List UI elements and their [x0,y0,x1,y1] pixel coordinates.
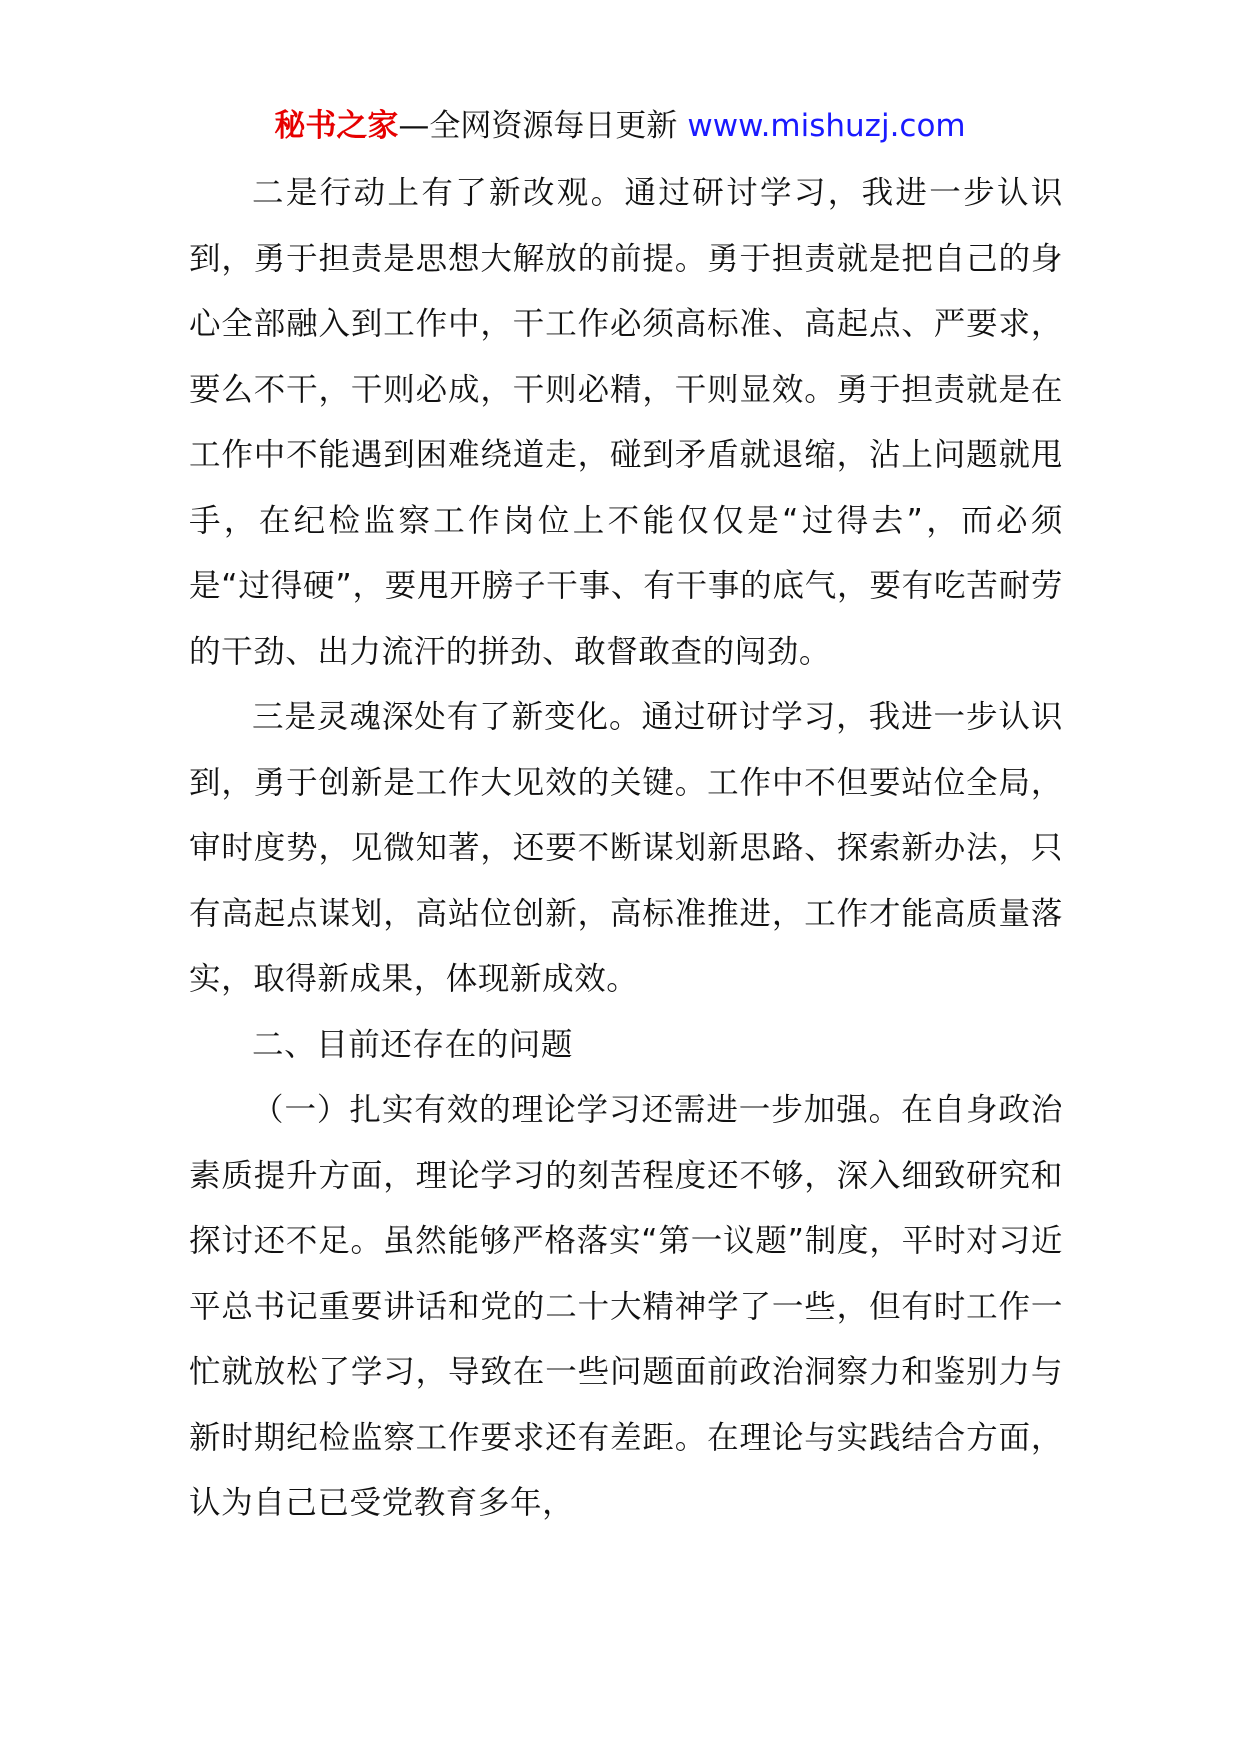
website-url[interactable]: www.mishuzj.com [687,108,966,144]
brand-name: 秘书之家 [274,108,399,144]
page-header [0,104,1240,148]
paragraph-theory-study: （一）扎实有效的理论学习还需进一步加强。在自身政治素质提升方面，理论学习的刻苦程度还不够，深入细致研究和探讨还不足。虽然能够严格落实“第一议题”制度，平时对习近平总书记重要讲话和党的二十大精神学了一些，但有时工作一忙就放松了学习，导致在一些问题面前政治洞察力和鉴别力与新时期纪检监察工作要求还有差距。在理论与实践结合方面，认为自己已受党教育多年， [189,1092,1063,1521]
paragraph-action-change: 二是行动上有了新改观。通过研讨学习，我进一步认识到，勇于担责是思想大解放的前提。勇于担责就是把自己的身心全部融入到工作中，干工作必须高标准、高起点、严要求，要么不干，干则必成，干则必精，干则显效。勇于担责就是在工作中不能遇到困难绕道走，碰到矛盾就退缩，沾上问题就甩手，在纪检监察工作岗位上不能仅仅是“过得去”，而必须是“过得硬”，要甩开膀子干事、有干事的底气，要有吃苦耐劳的干劲、出力流汗的拼劲、敢督敢查的闯劲。 [189,175,1063,670]
paragraph-soul-change: 三是灵魂深处有了新变化。通过研讨学习，我进一步认识到，勇于创新是工作大见效的关键。工作中不但要站位全局，审时度势，见微知著，还要不断谋划新思路、探索新办法，只有高起点谋划，高站位创新，高标准推进，工作才能高质量落实，取得新成果，体现新成效。 [189,699,1063,997]
section-heading-problems: 二、目前还存在的问题 [252,1026,574,1063]
document-body [189,161,1063,1537]
header-tagline: —全网资源每日更新 [398,108,678,144]
